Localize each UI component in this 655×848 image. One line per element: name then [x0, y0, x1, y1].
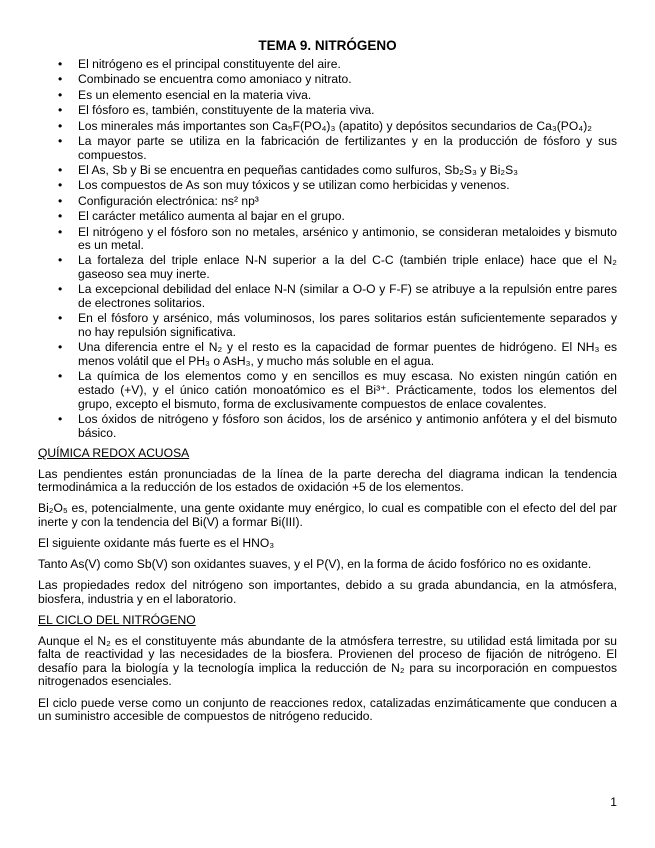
list-item: • Los compuestos de As son muy tóxicos y se utilizan como herbicidas y venenos.	[78, 179, 617, 193]
paragraph: El ciclo puede verse como un conjunto de reacciones redox, catalizadas enzimáticamente que conducen a un suministro accesible de compuestos de nitrógeno reducido.	[38, 695, 617, 724]
bullet-list	[38, 58, 617, 440]
page-title: TEMA 9. NITRÓGENO	[258, 38, 397, 53]
list-item: • El fósforo es, también, constituyente de la materia viva.	[78, 104, 617, 118]
list-item: • Los óxidos de nitrógeno y fósforo son ácidos, los de arsénico y antimonio anfótera y el del bismuto básico.	[78, 413, 617, 440]
list-item: • La fortaleza del triple enlace N-N superior a la del C-C (también triple enlace) hace que el N₂ gaseoso sea muy inerte.	[78, 254, 617, 281]
paragraph: Las pendientes están pronunciadas de la línea de la parte derecha del diagrama indican la tendencia termodinámica a la reducción de los estados de oxidación +5 de los elementos.	[38, 466, 617, 495]
paragraph: Aunque el N₂ es el constituyente más abundante de la atmósfera terrestre, su utilidad está limitada por su falta de reactividad y las necesidades de la biosfera. Provienen del proceso de fijación de nitrógeno. El desafío para la biología y la tecnología implica la reducción de N₂ para su incorporación en compuestos nitrogenados esenciales.	[38, 633, 617, 689]
list-item: • La mayor parte se utiliza en la fabricación de fertilizantes y en la producción de fósforo y sus compuestos.	[78, 135, 617, 162]
paragraph: El siguiente oxidante más fuerte es el HNO₃	[38, 536, 275, 551]
list-item: • Una diferencia entre el N₂ y el resto es la capacidad de formar puentes de hidrógeno. El NH₃ es menos volátil que el PH₃ o AsH₃, y mucho más soluble en el agua.	[78, 341, 617, 368]
section-heading-redox: QUÍMICA REDOX ACUOSA	[38, 446, 190, 461]
list-item: • Combinado se encuentra como amoniaco y nitrato.	[78, 73, 617, 87]
list-item: • Es un elemento esencial en la materia viva.	[78, 89, 617, 103]
paragraph: Las propiedades redox del nitrógeno son importantes, debido a su grada abundancia, en la atmósfera, biosfera, industria y en el laboratorio.	[38, 578, 617, 606]
list-item: • Configuración electrónica: ns² np³	[78, 195, 617, 209]
list-item: • En el fósforo y arsénico, más voluminosos, los pares solitarios están suficientemente separados y no hay repulsión significativa.	[78, 312, 617, 339]
list-item: • La excepcional debilidad del enlace N-N (similar a O-O y F-F) se atribuye a la repulsión entre pares de electrones solitarios.	[78, 283, 617, 310]
paragraph: Bi₂O₅ es, potencialmente, una gente oxidante muy enérgico, lo cual es compatible con el efecto del del par inerte y con la tendencia del Bi(V) a formar Bi(III).	[38, 501, 617, 530]
section-heading-nitrogen-cycle: EL CICLO DEL NITRÓGENO	[38, 613, 196, 628]
list-item: • El nitrógeno y el fósforo son no metales, arsénico y antimonio, se consideran metaloides y bismuto es un metal.	[78, 226, 617, 253]
list-item: • La química de los elementos como y en sencillos es muy escasa. No existen ningún catión en estado (+V), y el único catión monoatómico es el Bi³⁺. Prácticamente, todos los elementos del grupo, excepto el bismuto, forma de exclusivamente compuestos de enlace covalentes.	[78, 370, 617, 411]
list-item: • El nitrógeno es el principal constituyente del aire.	[78, 58, 617, 72]
page-number: 1	[610, 795, 617, 809]
paragraph: Tanto As(V) como Sb(V) son oxidantes suaves, y el P(V), en la forma de ácido fosfórico no es oxidante.	[38, 557, 592, 572]
list-item: • El carácter metálico aumenta al bajar en el grupo.	[78, 210, 617, 224]
list-item: • El As, Sb y Bi se encuentra en pequeñas cantidades como sulfuros, Sb₂S₃ y Bi₂S₃	[78, 164, 617, 178]
list-item: • Los minerales más importantes son Ca₅F(PO₄)₃ (apatito) y depósitos secundarios de Ca₃(PO₄)₂	[78, 120, 617, 134]
